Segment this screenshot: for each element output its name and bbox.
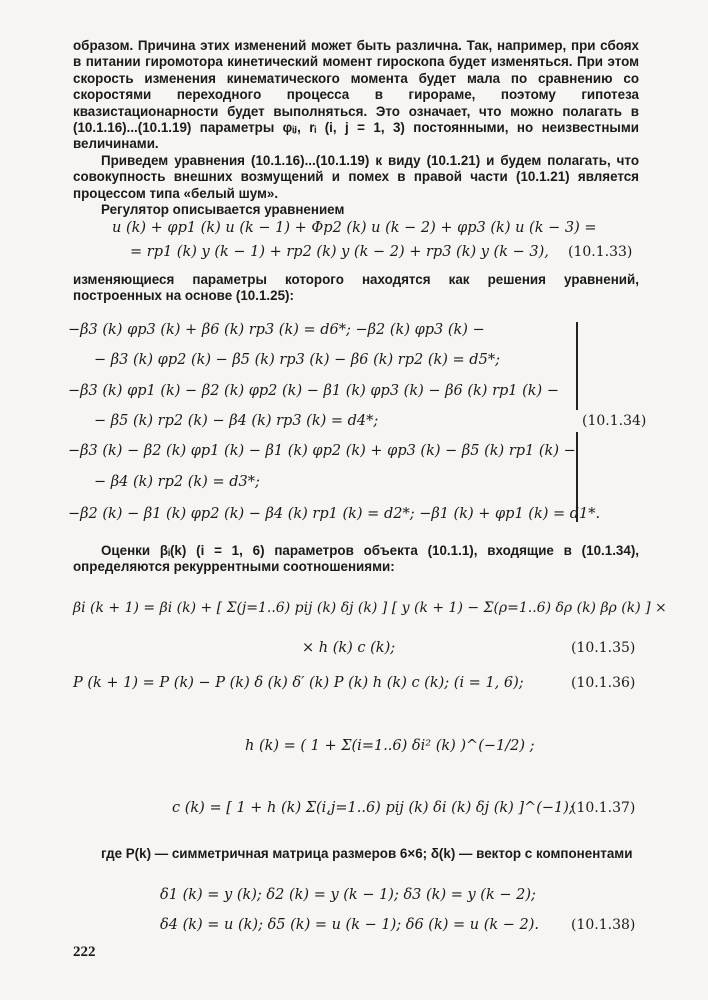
paragraph-1: образом. Причина этих изменений может быть различна. Так, например, при сбоях в питании гиромотора кинетический момент гироскопа будет изменяться. При этом скорость изменения кинематического момента будет мала по сравнению со скоростями переходного процесса в гирораме, поэтому гипотеза квазистационарности будет выполняться. Это означает, что можно полагать в (10.1.16)...(10.1.19) параметры φᵢⱼ, rᵢ (i, j = 1, 3) постоянными, но неизвестными величинами.: [73, 38, 639, 152]
equation-10-1-35-line-2: × h (k) c (k);: [302, 640, 396, 656]
equation-10-1-34-line-3: −β3 (k) φp1 (k) − β2 (k) φp2 (k) − β1 (k) φp3 (k) − β6 (k) rp1 (k) −: [68, 383, 559, 399]
equation-10-1-34-line-4: − β5 (k) rp2 (k) − β4 (k) rp3 (k) = d4*;: [94, 413, 379, 429]
equation-10-1-35-line-1: βi (k + 1) = βi (k) + [ Σ(j=1..6) pij (k) δj (k) ] [ y (k + 1) − Σ(ρ=1..6) δρ (k) βρ (k) ] ×: [73, 600, 667, 616]
equation-number-10-1-34: (10.1.34): [582, 413, 647, 429]
equation-number-10-1-33: (10.1.33): [568, 244, 633, 260]
equation-10-1-34-line-5: −β3 (k) − β2 (k) φp1 (k) − β1 (k) φp2 (k) + φp3 (k) − β5 (k) rp1 (k) −: [68, 443, 576, 459]
paragraph-2: Приведем уравнения (10.1.16)...(10.1.19) к виду (10.1.21) и будем полагать, что совокупность внешних возмущений и помех в правой части (10.1.21) является процессом типа «белый шум».: [73, 153, 639, 201]
page-number: 222: [73, 944, 96, 960]
equation-number-10-1-37: (10.1.37): [571, 800, 636, 816]
paragraph-5: Оценки βᵢ(k) (i = 1, 6) параметров объекта (10.1.1), входящие в (10.1.34), определяются рекуррентными соотношениями:: [73, 543, 639, 575]
system-brace-bottom: [576, 432, 578, 522]
equation-10-1-34-line-2: − β3 (k) φp2 (k) − β5 (k) rp3 (k) − β6 (k) rp2 (k) = d5*;: [94, 352, 500, 368]
equation-10-1-33-line-1: u (k) + φp1 (k) u (k − 1) + Φp2 (k) u (k − 2) + φp3 (k) u (k − 3) =: [112, 220, 597, 236]
equation-10-1-37-line-1: h (k) = ( 1 + Σ(i=1..6) δi² (k) )^(−1/2) ;: [245, 738, 535, 754]
equation-number-10-1-38: (10.1.38): [571, 917, 636, 933]
equation-number-10-1-36: (10.1.36): [571, 675, 636, 691]
equation-number-10-1-35: (10.1.35): [571, 640, 636, 656]
equation-10-1-34-line-6: − β4 (k) rp2 (k) = d3*;: [94, 474, 260, 490]
equation-10-1-38-line-2: δ4 (k) = u (k); δ5 (k) = u (k − 1); δ6 (k) = u (k − 2).: [160, 917, 540, 933]
paragraph-3: Регулятор описывается уравнением: [101, 202, 345, 217]
system-brace-top: [576, 322, 578, 410]
paragraph-6: где P(k) — симметричная матрица размеров 6×6; δ(k) — вектор с компонентами: [101, 846, 633, 861]
paragraph-4: изменяющиеся параметры которого находятся как решения уравнений, построенных на основе (10.1.25):: [73, 272, 639, 304]
equation-10-1-33-line-2: = rp1 (k) y (k − 1) + rp2 (k) y (k − 2) + rp3 (k) y (k − 3),: [130, 244, 549, 260]
equation-10-1-38-line-1: δ1 (k) = y (k); δ2 (k) = y (k − 1); δ3 (k) = y (k − 2);: [160, 887, 536, 903]
equation-10-1-36: P (k + 1) = P (k) − P (k) δ (k) δ′ (k) P (k) h (k) c (k); (i = 1, 6);: [73, 675, 524, 691]
equation-10-1-37-line-2: c (k) = [ 1 + h (k) Σ(i,j=1..6) pij (k) δi (k) δj (k) ]^(−1);: [172, 800, 574, 816]
equation-10-1-34-line-7: −β2 (k) − β1 (k) φp2 (k) − β4 (k) rp1 (k) = d2*; −β1 (k) + φp1 (k) = d1*.: [68, 506, 601, 522]
equation-10-1-34-line-1: −β3 (k) φp3 (k) + β6 (k) rp3 (k) = d6*; −β2 (k) φp3 (k) −: [68, 322, 485, 338]
